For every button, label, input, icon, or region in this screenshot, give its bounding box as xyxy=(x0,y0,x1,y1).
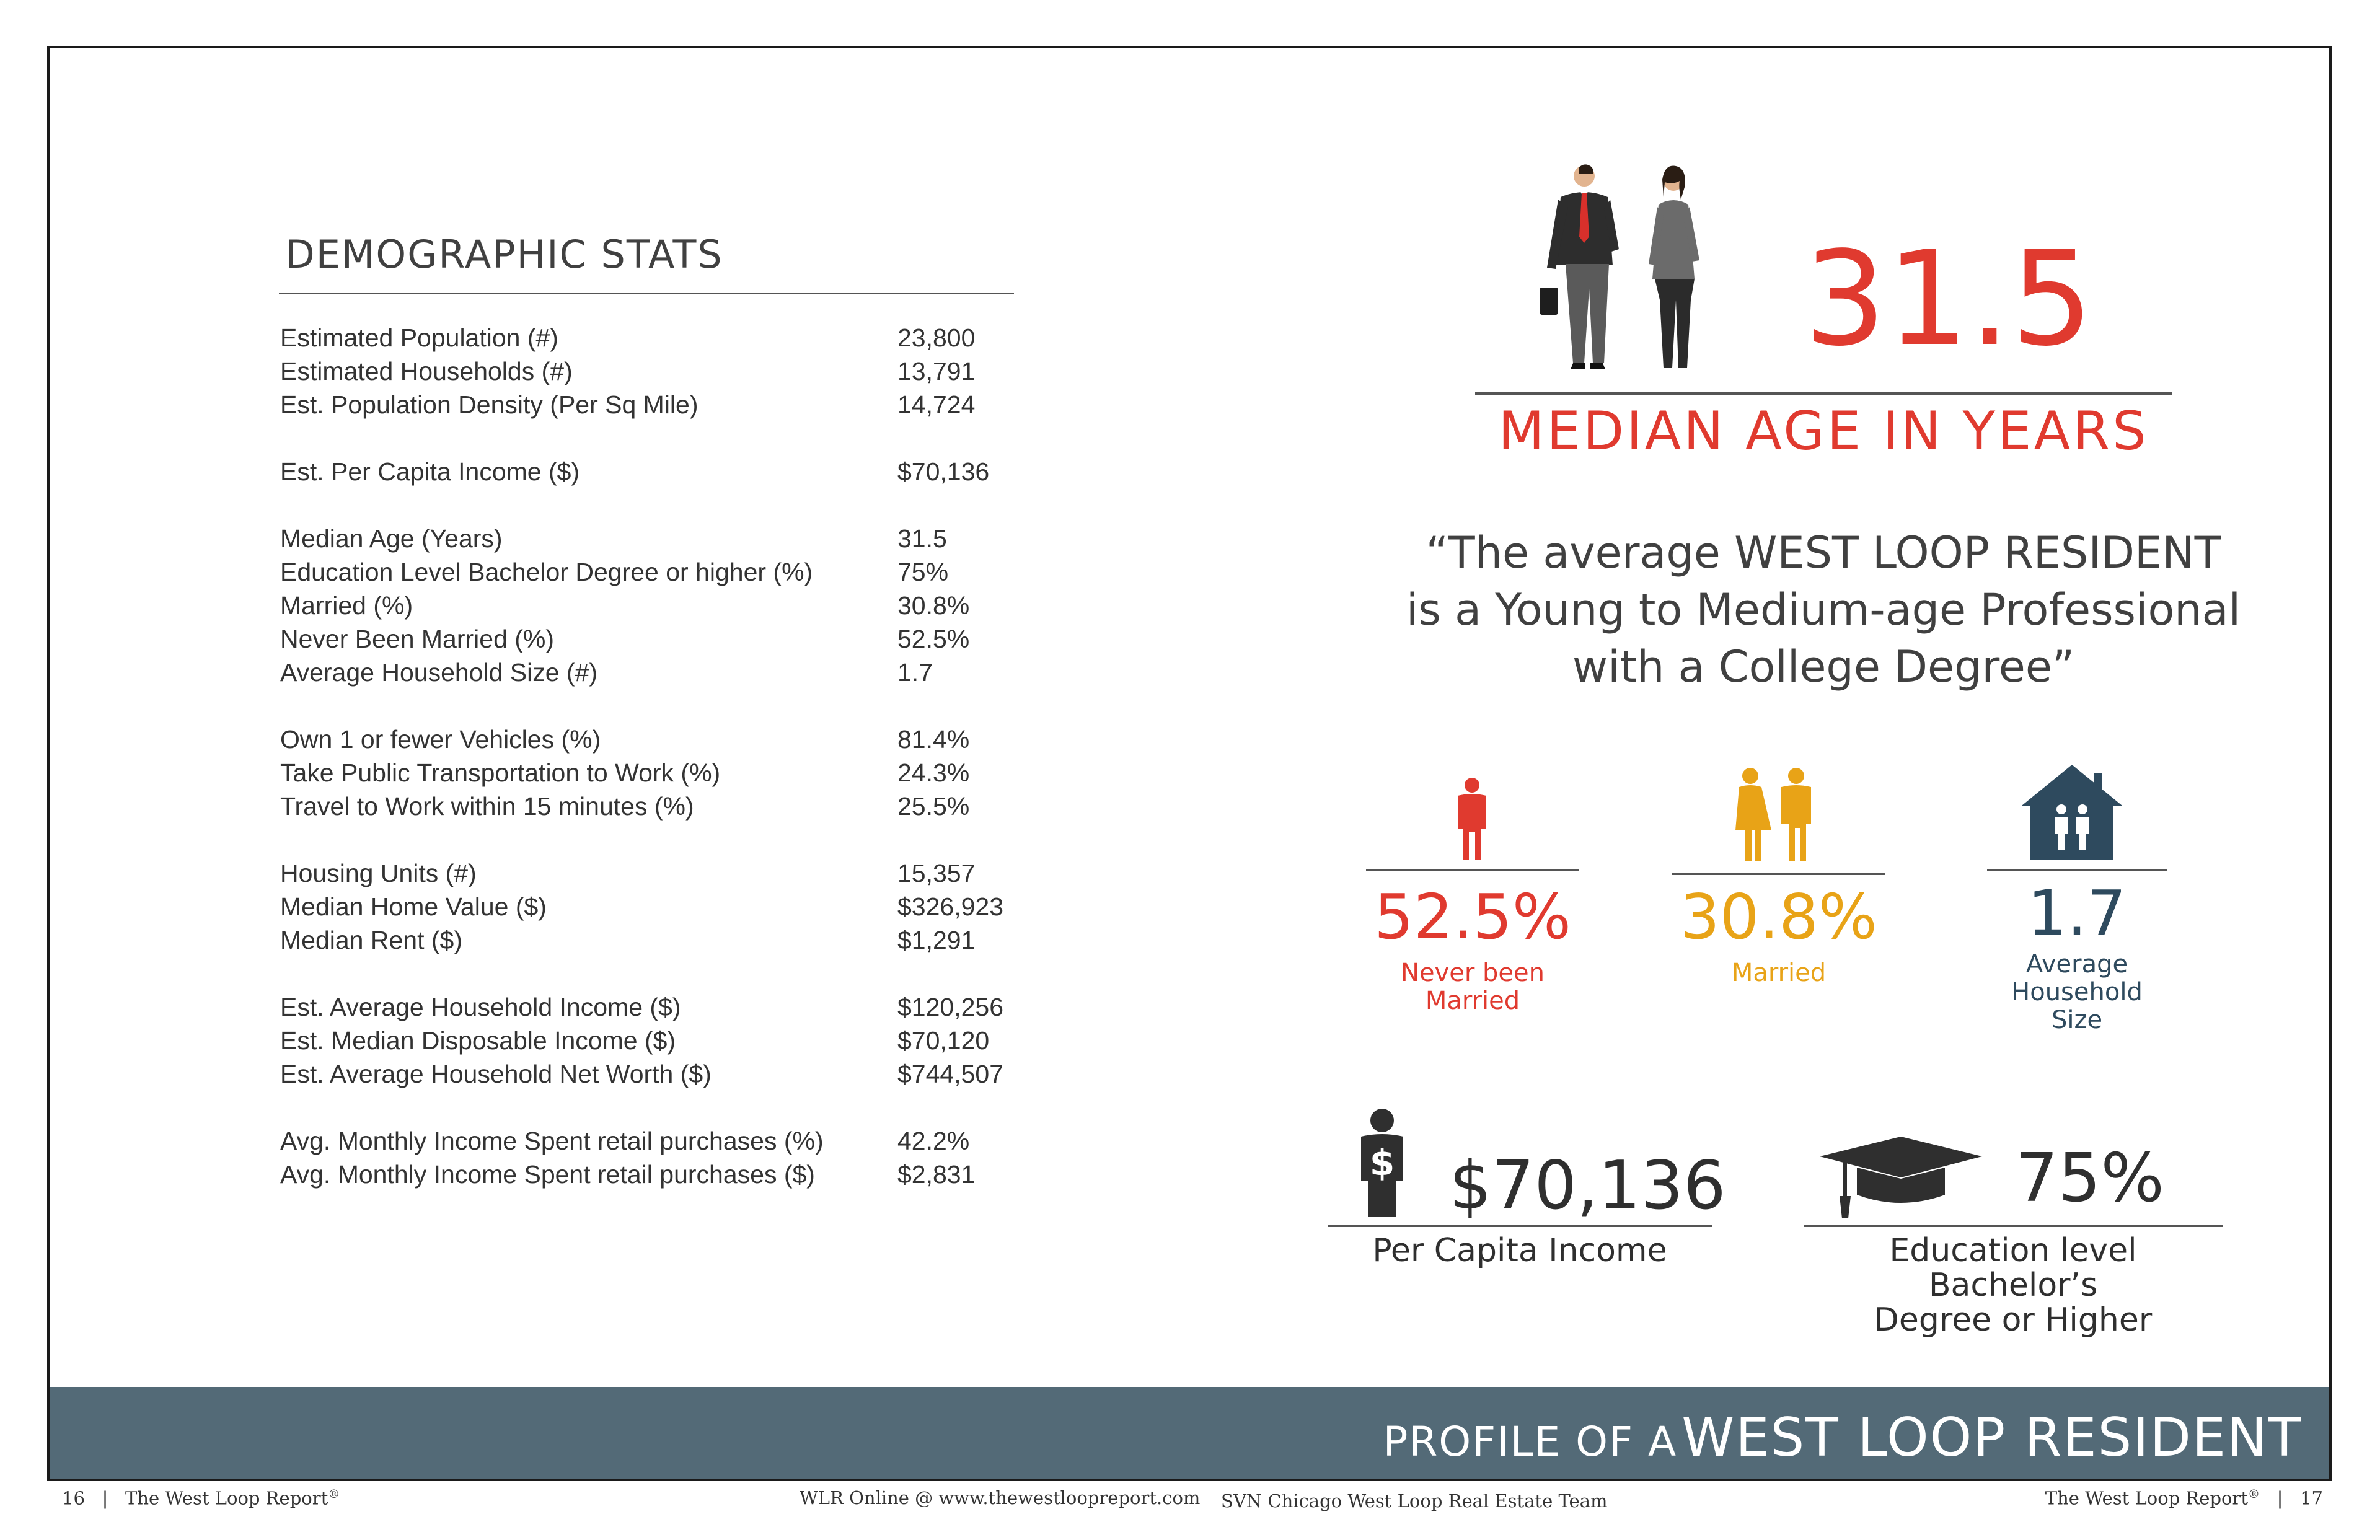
stat-label: Est. Average Household Income ($) xyxy=(280,993,681,1021)
stat-value: 14,724 xyxy=(897,390,976,419)
married-stat xyxy=(1672,873,1885,987)
stat-value: $2,831 xyxy=(897,1160,976,1189)
stat-value: $744,507 xyxy=(897,1060,1004,1088)
stat-label: Travel to Work within 15 minutes (%) xyxy=(280,792,694,821)
businesswoman-figure xyxy=(1649,165,1699,368)
business-people-icon xyxy=(1536,164,1716,382)
stat-value: $70,136 xyxy=(897,457,990,486)
profile-banner xyxy=(50,1387,2329,1479)
household-caption-line: Size xyxy=(2051,1006,2103,1034)
registered-mark: ® xyxy=(328,1487,340,1501)
dollar-person-icon xyxy=(1356,1108,1408,1217)
stat-row xyxy=(280,890,1024,923)
stat-row xyxy=(280,790,1024,823)
per-capita-caption: Per Capita Income xyxy=(1372,1232,1667,1269)
stat-value: $120,256 xyxy=(897,993,1004,1021)
svg-text:$: $ xyxy=(1369,1142,1395,1184)
brand-name: The West Loop Report xyxy=(2045,1487,2248,1509)
brand-name: The West Loop Report xyxy=(125,1487,328,1509)
stat-value: 75% xyxy=(897,558,949,586)
stat-label: Never Been Married (%) xyxy=(280,625,555,653)
house-family-icon xyxy=(2022,765,2122,860)
footer-separator: | xyxy=(102,1487,108,1509)
stat-row xyxy=(280,990,1024,1024)
stat-value: $1,291 xyxy=(897,926,976,954)
household-caption-line: Average xyxy=(2025,950,2128,979)
never-married-caption-line: Never been xyxy=(1401,959,1545,987)
quote-line: with a College Degree” xyxy=(1572,641,2075,692)
stat-label: Est. Population Density (Per Sq Mile) xyxy=(280,390,699,419)
graduation-cap-icon xyxy=(1820,1137,1982,1218)
education-caption-line: Education level Bachelor’s xyxy=(1889,1232,2137,1304)
single-person-icon xyxy=(1450,777,1494,860)
stat-value: 81.4% xyxy=(897,725,970,754)
stat-row xyxy=(280,723,1024,756)
education-divider xyxy=(1804,1225,2223,1227)
banner-title-big: WEST LOOP RESIDENT xyxy=(1681,1407,2302,1469)
stat-label: Own 1 or fewer Vehicles (%) xyxy=(280,725,601,754)
footer-website[interactable]: WLR Online @ www.thewestloopreport.com xyxy=(800,1487,1201,1508)
stat-label: Education Level Bachelor Degree or higher (%) xyxy=(280,558,813,586)
stat-label: Avg. Monthly Income Spent retail purchases ($) xyxy=(280,1160,815,1189)
stat-value: $70,120 xyxy=(897,1026,990,1055)
businessman-figure xyxy=(1540,164,1619,369)
stat-label: Estimated Population (#) xyxy=(280,323,558,352)
stat-row xyxy=(280,656,1024,689)
page-number: 16 xyxy=(62,1487,85,1509)
footer-left xyxy=(62,1487,340,1509)
stat-row xyxy=(280,555,1024,589)
stat-label: Estimated Households (#) xyxy=(280,357,573,385)
never-married-value: 52.5% xyxy=(1374,881,1571,953)
stat-row xyxy=(280,455,1024,488)
stat-row xyxy=(280,589,1024,622)
footer-team: SVN Chicago West Loop Real Estate Team xyxy=(1221,1490,1608,1511)
stat-value: 13,791 xyxy=(897,357,976,385)
per-capita-value: $70,136 xyxy=(1449,1147,1726,1225)
education-caption-line: Degree or Higher xyxy=(1874,1301,2153,1339)
stat-label: Est. Average Household Net Worth ($) xyxy=(280,1060,712,1088)
stat-value: 42.2% xyxy=(897,1127,970,1155)
stat-value: 1.7 xyxy=(897,658,933,687)
median-age-value: 31.5 xyxy=(1804,223,2094,375)
stat-value: 31.5 xyxy=(897,524,947,553)
stat-value: 25.5% xyxy=(897,792,970,821)
stat-label: Median Home Value ($) xyxy=(280,892,547,921)
stat-row xyxy=(280,622,1024,656)
stat-label: Est. Per Capita Income ($) xyxy=(280,457,580,486)
never-married-divider xyxy=(1366,869,1579,871)
stats-list xyxy=(280,321,1024,1191)
footer-right xyxy=(2045,1487,2323,1509)
resident-quote xyxy=(1382,524,2265,695)
stat-row xyxy=(280,923,1024,957)
stat-value: 15,357 xyxy=(897,859,976,887)
quote-line: is a Young to Medium-age Professional xyxy=(1406,584,2241,635)
stat-row xyxy=(280,321,1024,354)
couple-icon xyxy=(1727,767,1820,861)
stat-value: 23,800 xyxy=(897,323,976,352)
education-value: 75% xyxy=(2016,1140,2165,1217)
household-value: 1.7 xyxy=(2027,877,2127,949)
stat-row xyxy=(280,1024,1024,1057)
married-value: 30.8% xyxy=(1680,881,1877,953)
never-married-caption-line: Married xyxy=(1425,987,1520,1015)
stat-label: Take Public Transportation to Work (%) xyxy=(280,759,721,787)
registered-mark: ® xyxy=(2248,1487,2260,1501)
household-caption-line: Household xyxy=(2011,978,2143,1006)
stat-row xyxy=(280,354,1024,388)
stat-label: Est. Median Disposable Income ($) xyxy=(280,1026,676,1055)
married-divider xyxy=(1672,873,1885,875)
stat-label: Married (%) xyxy=(280,591,413,620)
page-number: 17 xyxy=(2300,1487,2323,1509)
title-divider xyxy=(279,293,1014,294)
stat-row xyxy=(280,856,1024,890)
household-divider xyxy=(1987,869,2167,871)
education-caption xyxy=(1804,1233,2223,1337)
stat-row xyxy=(280,522,1024,555)
stat-row xyxy=(280,1057,1024,1091)
banner-title-small: PROFILE OF A xyxy=(1383,1418,1678,1466)
section-title: DEMOGRAPHIC STATS xyxy=(285,232,723,277)
banner-title xyxy=(1383,1407,2302,1469)
stat-value: 24.3% xyxy=(897,759,970,787)
per-capita-divider xyxy=(1328,1225,1712,1227)
household-stat xyxy=(1987,869,2167,1034)
median-age-divider xyxy=(1475,392,2172,395)
page-frame xyxy=(47,46,2332,1481)
stat-label: Avg. Monthly Income Spent retail purchases (%) xyxy=(280,1127,824,1155)
stat-row xyxy=(280,388,1024,421)
never-married-stat xyxy=(1366,869,1579,1015)
stat-row xyxy=(280,1124,1024,1158)
stat-label: Median Rent ($) xyxy=(280,926,462,954)
median-age-caption: MEDIAN AGE IN YEARS xyxy=(1498,400,2149,462)
stat-value: 30.8% xyxy=(897,591,970,620)
stat-label: Median Age (Years) xyxy=(280,524,503,553)
stat-label: Average Household Size (#) xyxy=(280,658,598,687)
quote-line: “The average WEST LOOP RESIDENT xyxy=(1426,527,2221,578)
footer-separator: | xyxy=(2276,1487,2283,1509)
stat-row xyxy=(280,1158,1024,1191)
stat-value: $326,923 xyxy=(897,892,1004,921)
stat-row xyxy=(280,756,1024,790)
married-caption: Married xyxy=(1731,959,1827,987)
stat-label: Housing Units (#) xyxy=(280,859,477,887)
stat-value: 52.5% xyxy=(897,625,970,653)
